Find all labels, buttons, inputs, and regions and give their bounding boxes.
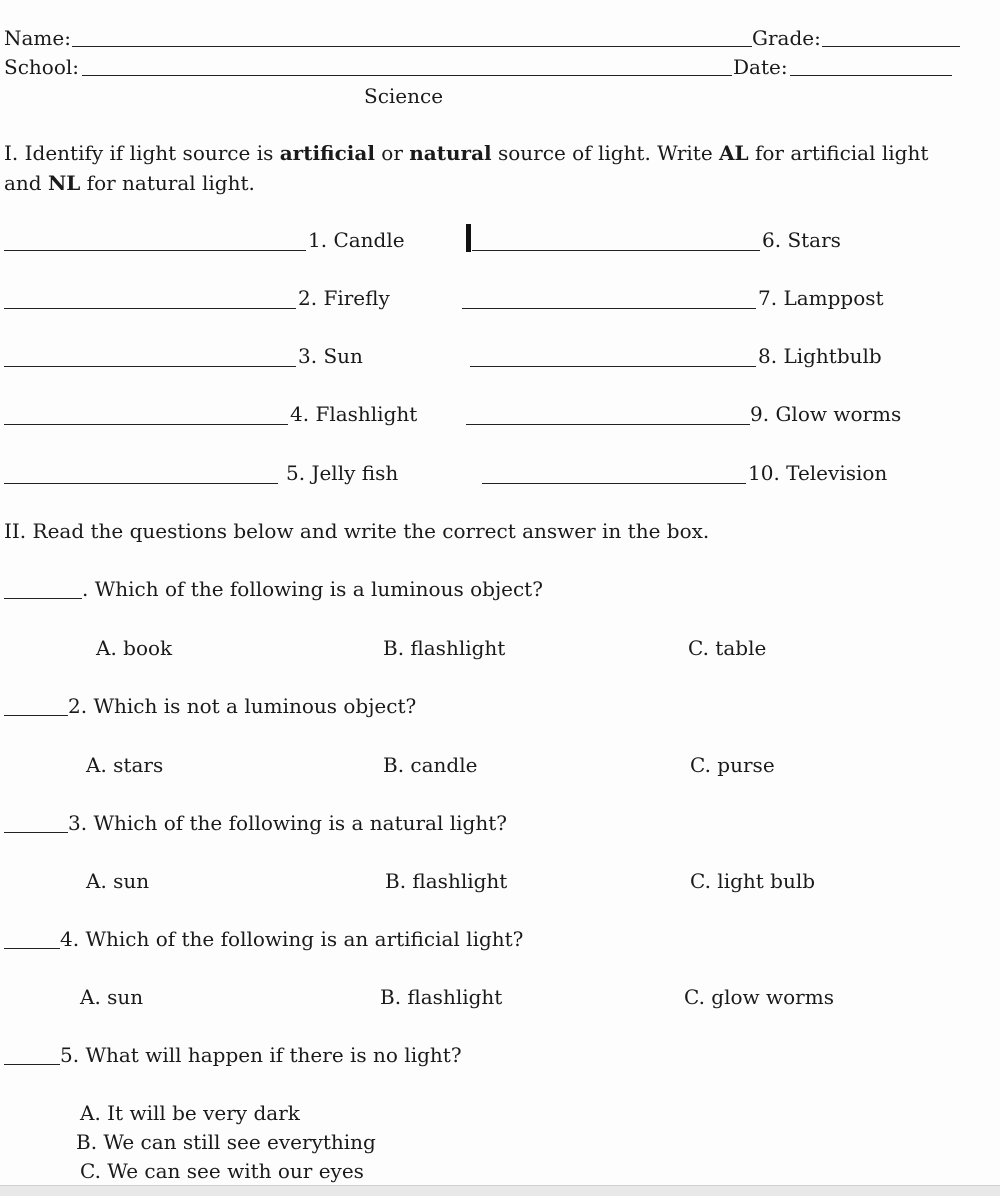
answer-blank-3[interactable] — [4, 366, 296, 367]
q3-option-b: B. flashlight — [385, 869, 508, 893]
item-10-label: 10. Television — [748, 461, 888, 485]
q4-answer-blank[interactable] — [4, 948, 60, 949]
q5-option-c: C. We can see with our eyes — [80, 1159, 364, 1183]
q5-option-b: B. We can still see everything — [76, 1130, 376, 1154]
q1-option-c: C. table — [688, 636, 767, 660]
part1-instruction-line2: and NL for natural light. — [4, 171, 255, 195]
grade-blank[interactable] — [822, 46, 960, 47]
q1-option-b: B. flashlight — [383, 636, 506, 660]
subject-title: Science — [364, 84, 444, 108]
answer-blank-1[interactable] — [4, 250, 306, 251]
name-label: Name: — [4, 26, 71, 50]
grade-label: Grade: — [752, 26, 821, 50]
q4-text: 4. Which of the following is an artificial light? — [60, 927, 524, 951]
q3-option-a: A. sun — [86, 869, 150, 893]
school-label: School: — [4, 55, 79, 79]
name-blank[interactable] — [72, 46, 752, 47]
q2-answer-blank[interactable] — [4, 715, 68, 716]
school-blank[interactable] — [82, 75, 732, 76]
item-2-label: 2. Firefly — [298, 286, 390, 310]
q2-option-c: C. purse — [690, 753, 775, 777]
item-9-label: 9. Glow worms — [750, 402, 902, 426]
q4-option-c: C. glow worms — [684, 985, 834, 1009]
q3-answer-blank[interactable] — [4, 832, 68, 833]
item-8-label: 8. Lightbulb — [758, 344, 882, 368]
q4-option-a: A. sun — [80, 985, 144, 1009]
item-5-label: 5. Jelly fish — [286, 461, 399, 485]
answer-blank-2[interactable] — [4, 308, 296, 309]
answer-blank-6[interactable] — [472, 250, 760, 251]
answer-blank-7[interactable] — [462, 308, 756, 309]
answer-blank-5[interactable] — [4, 483, 278, 484]
q5-answer-blank[interactable] — [4, 1064, 60, 1065]
part1-instruction-line1: I. Identify if light source is artificial or natural source of light. Write AL for artificial light — [4, 141, 929, 165]
answer-blank-9[interactable] — [466, 424, 750, 425]
q1-text: . Which of the following is a luminous object? — [82, 577, 543, 601]
q4-option-b: B. flashlight — [380, 985, 503, 1009]
q1-option-a: A. book — [96, 636, 173, 660]
item-1-label: 1. Candle — [308, 228, 405, 252]
q3-text: 3. Which of the following is a natural light? — [68, 811, 507, 835]
page-bottom-edge — [0, 1185, 1000, 1196]
q2-option-b: B. candle — [383, 753, 478, 777]
part2-instruction: II. Read the questions below and write the correct answer in the box. — [4, 519, 710, 543]
q2-text: 2. Which is not a luminous object? — [68, 694, 417, 718]
q5-text: 5. What will happen if there is no light? — [60, 1043, 462, 1067]
item-4-label: 4. Flashlight — [290, 402, 418, 426]
item-7-label: 7. Lamppost — [758, 286, 884, 310]
q5-option-a: A. It will be very dark — [80, 1101, 300, 1125]
text-cursor — [466, 224, 471, 252]
answer-blank-10[interactable] — [482, 483, 746, 484]
q1-answer-blank[interactable] — [4, 598, 82, 599]
q2-option-a: A. stars — [86, 753, 164, 777]
answer-blank-4[interactable] — [4, 424, 288, 425]
date-blank[interactable] — [790, 75, 952, 76]
answer-blank-8[interactable] — [470, 366, 756, 367]
q3-option-c: C. light bulb — [690, 869, 816, 893]
item-6-label: 6. Stars — [762, 228, 841, 252]
date-label: Date: — [733, 55, 788, 79]
item-3-label: 3. Sun — [298, 344, 363, 368]
